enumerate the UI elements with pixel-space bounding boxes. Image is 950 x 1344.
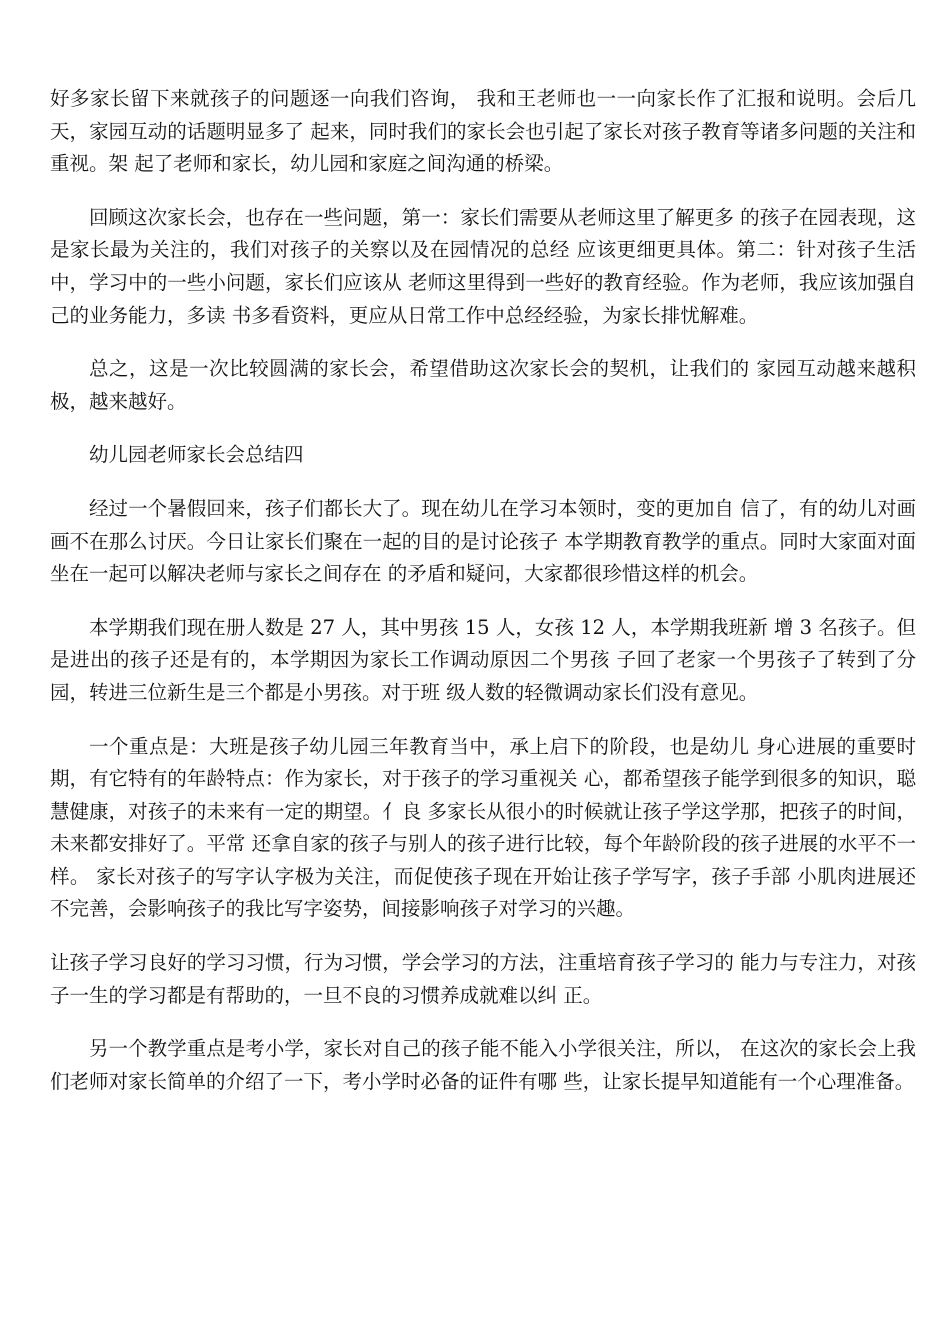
document-page: [50, 83, 916, 1119]
paragraph-summer-return: 经过一个暑假回来，孩子们都长大了。现在幼儿在学习本领时，变的更加自 信了，有的幼儿对画画不在那么讨厌。今日让家长们聚在一起的目的是讨论孩子 本学期教育教学的重点。同时大家面对面坐在一起可以解决老师与家长之间存在 的矛盾和疑问，大家都很珍惜这样的机会。: [50, 496, 916, 586]
paragraph-review-problems: 回顾这次家长会，也存在一些问题，第一：家长们需要从老师这里了解更多 的孩子在园表现，这是家长最为关注的，我们对孩子的关察以及在园情况的总经 应该更细更具体。第二：针对孩子生活中，学习中的一些小问题，家长们应该从 老师这里得到一些好的教育经验。作为老师，我应该加强自己的业务能力，多读 书多看资料，更应从日常工作中总经经验，为家长排忧解难。: [50, 205, 916, 327]
paragraph-conclusion: 总之，这是一次比较圆满的家长会，希望借助这次家长会的契机，让我们的 家园互动越来越积极，越来越好。: [50, 357, 916, 413]
paragraph-enrollment: 本学期我们现在册人数是 27 人，其中男孩 15 人，女孩 12 人，本学期我班新 增 3 名孩子。但是进出的孩子还是有的，本学期因为家长工作调动原因二个男孩 子回了老家一个男孩子了转到了分园，转进三位新生是三个都是小男孩。对于班 级人数的轻微调动家长们没有意见。: [50, 615, 916, 704]
paragraph-key-point-one: 一个重点是：大班是孩子幼儿园三年教育当中，承上启下的阶段，也是幼儿 身心进展的重要时期，有它特有的年龄特点：作为家长，对于孩子的学习重视关 心，都希望孩子能学到很多的知识，聪慧健康，对孩子的未来有一定的期望。亻良 多家长从很小的时候就让孩子学这学那，把孩子的时间，未来都安排好了。平常 还拿自家的孩子与别人的孩子进行比较，每个年龄阶段的孩子进展的水平不一样。 家长对孩子的写字认字极为关注，而促使孩子现在开始让孩子学写字，孩子手部 小肌肉进展还不完善，会影响孩子的我比写字姿势，间接影响孩子对学习的兴趣。: [50, 734, 916, 921]
section-heading: 幼儿园老师家长会总结四: [89, 443, 304, 467]
paragraph-primary-school: 另一个教学重点是考小学，家长对自己的孩子能不能入小学很关注，所以， 在这次的家长会上我们老师对家长简单的介绍了一下，考小学时必备的证件有哪 些，让家长提早知道能有一个心理准备。: [50, 1037, 916, 1093]
paragraph-good-habits: 让孩子学习良好的学习习惯，行为习惯，学会学习的方法，注重培育孩子学习的 能力与专注力，对孩子一生的学习都是有帮助的，一旦不良的习惯养成就难以纠 正。: [50, 951, 916, 1007]
paragraph-parent-consultation: 好多家长留下来就孩子的问题逐一向我们咨询， 我和王老师也一一向家长作了汇报和说明。会后几天，家园互动的话题明显多了 起来，同时我们的家长会也引起了家长对孩子教育等诸多问题的关注和重视。架 起了老师和家长，幼儿园和家庭之间沟通的桥梁。: [50, 87, 916, 176]
